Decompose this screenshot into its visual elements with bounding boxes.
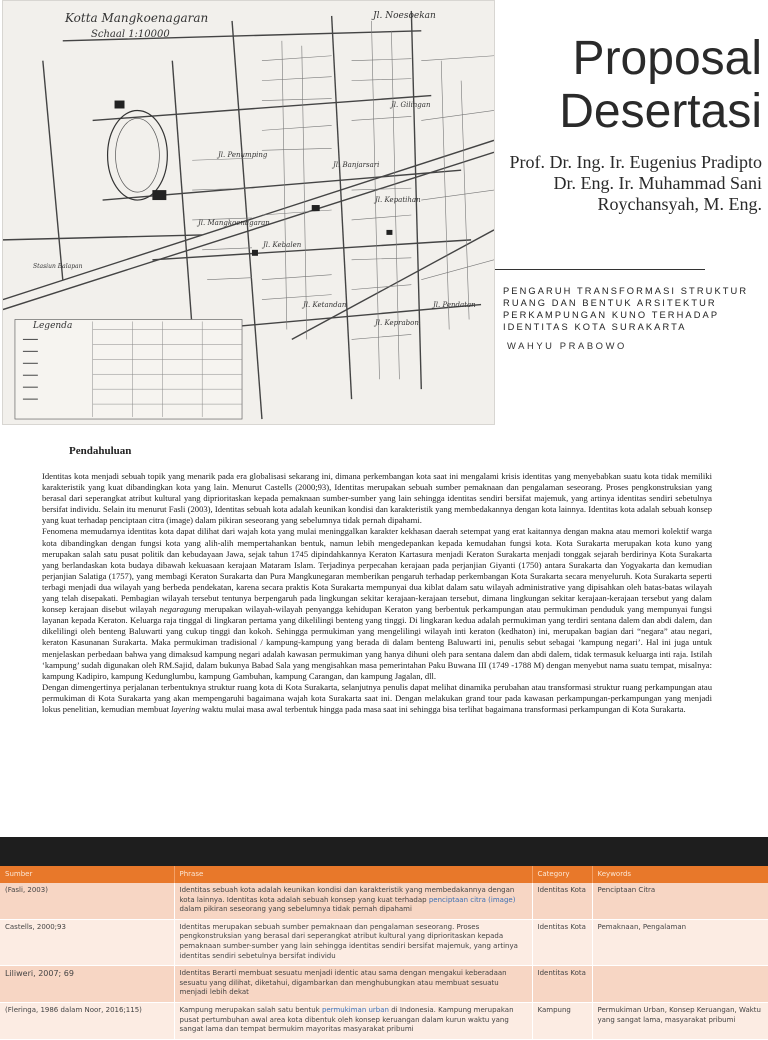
cell-category: Identitas Kota [532,883,592,919]
paragraph-2-cont: merupakan wilayah-wilayah penyangga kehidupan Keraton yang berbentuk perkampungan atau permukiman penduduk yang mempunyai fungsi layanan kepada Keraton. Keluarga raja tinggal di lingkaran pertama yang dikelilingi benteng yang tinggi. Di lingkaran kedua adalah permukiman yang terdiri sentana dalem dan abdi dalem, dan dikelilingi oleh benteng Baluwarti yang cukup tinggi dan kokoh. Sehingga permukiman yang mengelilingi wilayah inti keraton (kedhaton) ini, merupakan bagian dari “negara” atau negari, keraton Kasunanan Surakarta. Maka permukiman tradisional / kampung-kampung yang berada di dalam benteng Baluwarti ini, penulis sebut sebagai ‘kampung negari’. Hal ini juga untuk menjelaskan perbedaan bahwa yang dimaksud kampung negari adalah kawasan permukiman yang hanya dihuni oleh para sentana dalem dan abdi dalem, tidak termasuk keluarga inti raja. Istilah ‘kampung’ sudah digunakan oleh RM.Sajid, dalam bukunya Babad Sala yang mengisahkan masa pemerintahan Paku Buwana III (1749 -1788 M) dengan menyebut nama suatu tempat, misalnya: kampung Kadipiro, kampung Kedunglumbu, kampung Gambuhan, kampung Carangan, dan kampung Jagalan, dll. [42,604,712,681]
map-street-label: Jl. Mangkoenagaran [198,219,270,227]
cell-keywords: Pemaknaan, Pengalaman [592,919,768,965]
phrase-keyword: permukiman urban [321,1005,389,1014]
map-street-label: Jl. Kepatihan [375,196,421,204]
cell-phrase [174,883,532,919]
map-station-label: Stasiun Balapan [33,263,83,270]
map-title: Kotta Mangkoenagaran [65,11,209,25]
cell-category: Identitas Kota [532,919,592,965]
column-header-keywords: Keywords [592,866,768,883]
phrase-tail: di Indonesia. Kampung merupakan pusat pertumbuhan awal area kota dibentuk oleh konsep keruangan dalam kurun waktu yang sangat lama dan tempat bermukim mayoritas masyarakat pribumi [179,1005,514,1034]
supervisor-name: Prof. Dr. Ing. Ir. Eugenius Pradipto [509,152,762,172]
author-name: WAHYU PRABOWO [507,340,627,351]
paragraph-3-text: Dengan dimengertinya perjalanan terbentuknya struktur ruang kota di Kota Surakarta, selanjutnya penulis dapat melihat dinamika perubahan atau transformasi struktur ruang perkampungan atau permukiman di Kota Surakarta yang akan mempengaruhi bagaimana wajah kota Surakarta saat ini. Dengan melakukan grand tour pada kawasan perkampungan-perkampungan yang menjadi lokus penelitian, kemudian membuat [42,681,712,714]
section-heading: Pendahuluan [69,445,132,457]
phrase-text: Kampung merupakan salah satu bentuk [179,1005,320,1014]
supervisor-name: Dr. Eng. Ir. Muhammad Sani [553,173,762,193]
cell-phrase [174,966,532,1003]
paragraph-3-cont: waktu mulai masa awal terbentuk hingga pada masa saat ini sehingga bisa terlihat bagaimana transformasi perkampungan di Kota Surakarta. [201,703,686,714]
document-title [502,32,762,138]
phrase-text: Identitas merupakan sebuah sumber pemaknaan dan pengalaman seseorang. Proses pengkonstruksian yang berasal dari seperangkat atribut kultural yang diprioritaskan kepada pemaknaan sumber-sumber yang lain sehingga identitas sendiri bersifat majemuk, yang artinya identitas sendiri sebetulnya bersifat individu [179,922,518,960]
cell-keywords [592,966,768,1003]
column-header-category: Category [532,866,592,883]
map-street-label: Jl. Gilingan [391,101,431,109]
map-street-label: Jl. Pendatan [433,301,476,309]
table-row [0,966,768,1003]
cell-category: Kampung [532,1002,592,1039]
cell-keywords: Permukiman Urban, Konsep Keruangan, Waktu yang sangat lama, masyarakat pribumi [592,1002,768,1039]
map-street-label: Jl. Keprabon [375,319,419,327]
supervisor-name: Roychansyah, M. Eng. [597,194,762,214]
slide-separator-band [0,837,768,866]
paragraph-2-text: Fenomena memudarnya identitas kota dapat dilihat dari wajah kota yang mulai meninggalkan karakter kekhasan daerah setempat yang erat kaitannya dengan makna atau memori kolektif warga kota dibandingkan dengan fungsi kota yang alih-alih mempertahankan bentuk, namun lebih mengedepankan kepada kemudahan fungsi kota. Kota Surakarta merupakan kota kuno yang merupakan salah satu pusat politik dan kebudayaan Jawa, sejak tahun 1745 dipindahkannya Keraton Kartasura menjadi Keraton Surakarta menjadi tonggak sejarah berdirinya Kota Surakarta yang berlandaskan kota budaya dibawah kekuasaan kerajaan Mataram Islam. Terjadinya perpecahan kerajaan pada perjanjian Giyanti (1750) antara Surakarta dan Yogyakarta dan kemudian perjanjian Salatiga (1757), yang membagi Keraton Surakarta dan Pura Mangkunegaran memberikan pengaruh terhadap perkembangan Kota Surakarta secara menyeluruh. Kota Surakarta seperti terbagi menjadi dua wilayah yang berbeda pendekatan, karena secara praktis Kota Surakarta mempunyai dua kiblat dalam satu wilayah administrative yang dipisahkan oleh batas-batas wilayah yang telah disepakati. Pembagian wilayah tersebut tentunya berpengaruh pada lingkungan sekitar kerajaan-kerajaan tersebut, dimana lingkungan sekitar kerajaan-kerajaan tersebut yang dalam konsep kerajaan disebut wilayah [42,526,712,615]
map-legend-title: Legenda [33,321,73,331]
cell-source: Castells, 2000;93 [0,919,174,965]
table-row [0,883,768,919]
phrase-tail: dalam pikiran seseorang yang sebelumnya tidak pernah dipahami [179,905,412,914]
section-body [42,471,712,715]
column-header-phrase: Phrase [174,866,532,883]
title-line-1: Proposal [572,32,762,85]
cell-phrase [174,1002,532,1039]
phrase-text: Identitas sebuah kota adalah keunikan kondisi dan karakteristik yang membedakannya dengan kota lainnya. Identitas kota adalah sebuah konsep yang kuat terhadap [179,886,515,904]
cell-source: (Fasli, 2003) [0,883,174,919]
cell-keywords: Penciptaan Citra [592,883,768,919]
paragraph-3 [42,682,712,715]
cell-category: Identitas Kota [532,966,592,1003]
map-street-label: Jl. Noesoekan [373,11,436,21]
literature-table [0,866,768,1040]
thesis-subtitle: PENGARUH TRANSFORMASI STRUKTUR RUANG DAN BENTUK ARSITEKTUR PERKAMPUNGAN KUNO TERHADAP IDENTITAS KOTA SURAKARTA [503,286,749,332]
column-header-source: Sumber [0,866,174,883]
phrase-keyword: penciptaan citra (image) [428,895,516,904]
term-layering: layering [171,703,200,714]
paragraph-2 [42,526,712,681]
table-row [0,1002,768,1039]
title-line-2: Desertasi [559,85,762,138]
cell-phrase [174,919,532,965]
historical-city-map [2,0,495,425]
table-row [0,919,768,965]
title-divider [495,269,705,270]
map-street-label: Jl. Kebalen [263,241,302,249]
map-drawing [3,1,494,424]
paragraph-1: Identitas kota menjadi sebuah topik yang menarik pada era globalisasi sekarang ini, dimana perkembangan kota saat ini mengalami krisis identitas yang menyebabkan suatu kota tidak memiliki karakteristik yang kuat dibandingkan kota yang lain. Menurut Castells (2000;93), Identitas merupakan sebuah sumber pemaknaan dan pengalaman seseorang. Proses pengkonstruksian yang berasal dari seperangkat atribut kultural yang diprioritaskan kepada pemaknaan sumber-sumber yang lain sehingga identitas sendiri bersifat majemuk, yang artinya identitas sendiri sebetulnya bersifat individu. Selain itu menurut Fasli (2003), Identitas sebuah kota adalah keunikan kondisi dan karakteristik yang membedakannya dengan kota lainnya. Identitas kota adalah sebuah konsep yang kuat terhadap penciptaan citra (image) dalam pikiran seseorang yang sebelumnya tidak pernah dipahami. [42,471,712,526]
map-scale: Schaal 1:10000 [91,29,170,40]
map-street-label: Jl. Ketandan [303,301,347,309]
table-header-row [0,866,768,883]
map-street-label: Jl. Penumping [218,151,268,159]
phrase-text: Identitas Berarti membuat sesuatu menjadi identic atau sama dengan mengakui keberadaan sesuatu yang dilihat, diketahui, digambarkan dan menghubungkan atau membuat sesuatu menjadi lebih dekat [179,969,507,997]
term-negaragung: negaragung [159,604,202,615]
map-street-label: Jl. Banjarsari [333,161,380,169]
cell-source: Liliweri, 2007; 69 [0,966,174,1003]
cell-source: (Fleringa, 1986 dalam Noor, 2016;115) [0,1002,174,1039]
supervisor-list [492,152,762,215]
